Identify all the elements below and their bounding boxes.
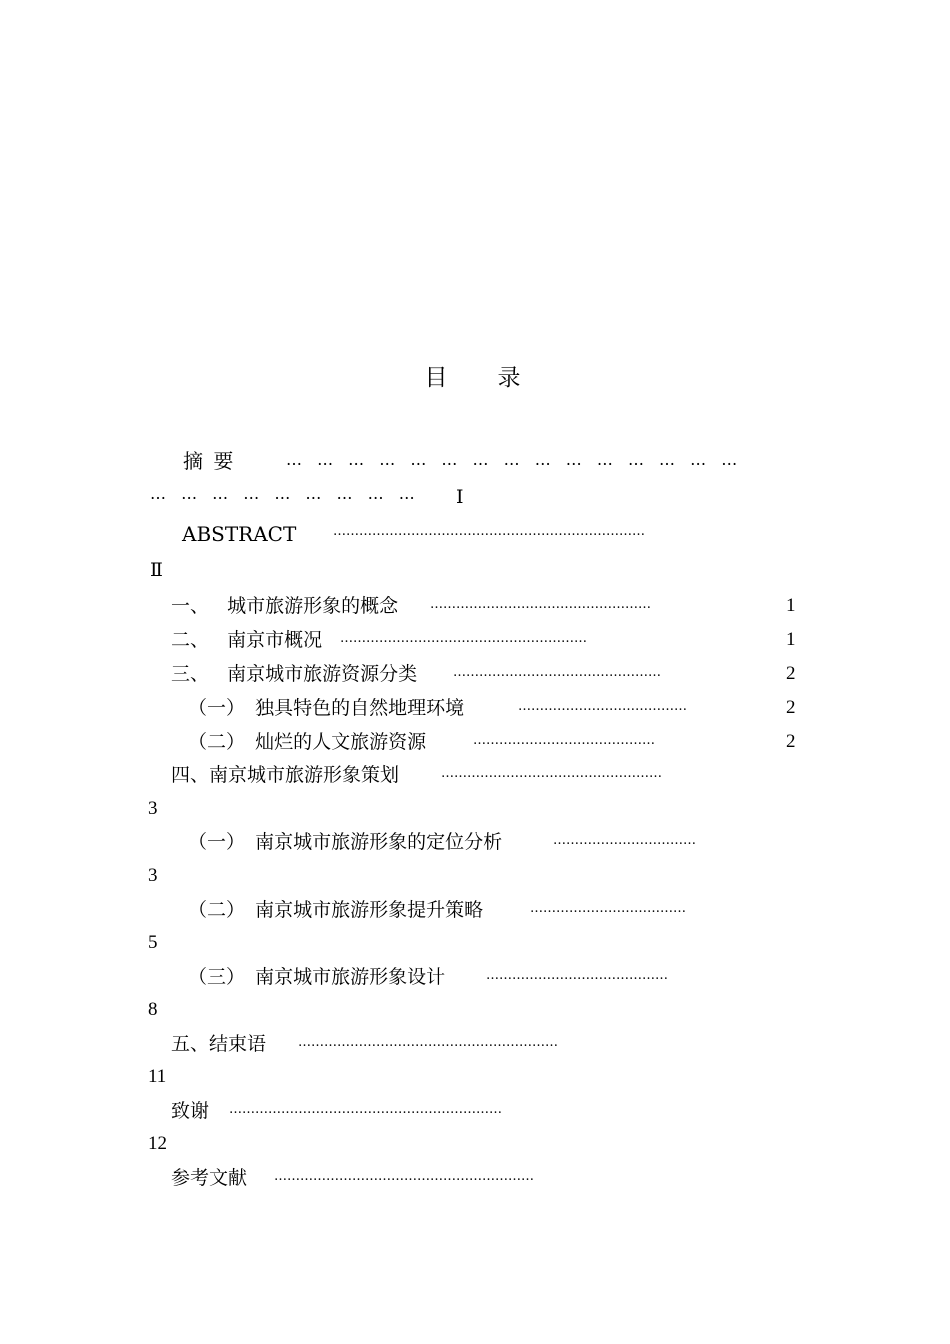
toc-entry-6[interactable] [171,763,399,787]
toc-abstract-cn-page: Ⅰ [456,487,464,508]
toc-entry-text: 城市旅游形象的概念 [227,595,399,617]
toc-entry-12[interactable] [171,1166,247,1190]
toc-entry-dots: ………………………………… [518,699,687,714]
toc-entry-num: 二、 [171,629,210,651]
toc-title-char-1: 目 [424,365,448,391]
toc-entry-page: 2 [786,697,796,718]
toc-entry-dots: …………………………………………………… [274,1169,534,1184]
toc-entry-11[interactable] [171,1099,209,1123]
toc-entry-dots: …………………………………………… [430,597,651,612]
toc-entry-page: 2 [786,731,796,752]
toc-entry-dots: ………………………………………… [453,665,661,680]
toc-entry-text: 四、南京城市旅游形象策划 [171,764,400,786]
toc-entry-num: 一、 [171,595,210,617]
toc-entry-7[interactable] [188,830,502,854]
toc-entry-page: 5 [148,932,158,953]
toc-entry-text: 南京城市旅游形象提升策略 [255,899,484,921]
toc-entry-text: 南京市概况 [227,629,323,651]
toc-entry-4[interactable] [188,696,464,720]
toc-abstract-en-page: Ⅱ [150,560,163,581]
toc-entry-10[interactable] [171,1032,266,1056]
toc-entry-dots: …………………………………………………… [298,1035,558,1050]
toc-entry-5[interactable] [188,730,426,754]
toc-entry-page: 3 [148,865,158,886]
toc-entry-text: 南京城市旅游形象设计 [255,966,446,988]
toc-entry-text: 致谢 [171,1100,210,1122]
toc-entry-page: 1 [786,629,796,650]
toc-entry-num: （一） [188,697,246,719]
toc-abstract-en-label[interactable]: ABSTRACT [182,522,297,546]
toc-entry-page: 1 [786,595,796,616]
toc-entry-num: 三、 [171,663,210,685]
toc-title [0,359,945,392]
toc-entry-dots: …………………………… [553,833,696,848]
toc-entry-page: 2 [786,663,796,684]
toc-entry-3[interactable] [171,662,417,686]
toc-entry-dots: …………………………………………… [441,766,662,781]
toc-entry-text: 五、结束语 [171,1033,267,1055]
toc-title-char-2: 录 [497,365,521,391]
toc-entry-dots: ……………………………… [530,901,686,916]
toc-entry-num: （二） [188,731,246,753]
toc-entry-1[interactable] [171,594,398,618]
toc-entry-text: 参考文献 [171,1167,248,1189]
toc-entry-text: 南京城市旅游资源分类 [227,663,418,685]
toc-entry-dots: ……………………………………………………… [229,1102,502,1117]
toc-entry-9[interactable] [188,965,445,989]
toc-entry-dots: …………………………………… [486,968,668,983]
toc-entry-num: （一） [188,831,246,853]
toc-abstract-en-dots: ……………………………………………………………… [333,524,645,539]
toc-entry-num: （二） [188,899,246,921]
toc-entry-page: 3 [148,798,158,819]
toc-entry-dots: …………………………………… [473,733,655,748]
toc-entry-text: 南京城市旅游形象的定位分析 [255,831,503,853]
toc-abstract-cn-label[interactable]: 摘 要 [183,449,236,473]
toc-entry-2[interactable] [171,628,322,652]
toc-entry-8[interactable] [188,898,483,922]
toc-entry-page: 11 [148,1066,167,1087]
toc-entry-text: 独具特色的自然地理环境 [255,697,465,719]
toc-entry-page: 8 [148,999,158,1020]
toc-entry-page: 12 [148,1133,167,1154]
toc-entry-text: 灿烂的人文旅游资源 [255,731,427,753]
toc-abstract-cn-dots-2: … … … … … … … … … [150,484,415,503]
toc-entry-num: （三） [188,966,246,988]
toc-abstract-cn-dots-1: … … … … … … … … … … … … … … … [286,450,738,469]
toc-entry-dots: ………………………………………………… [340,631,587,646]
